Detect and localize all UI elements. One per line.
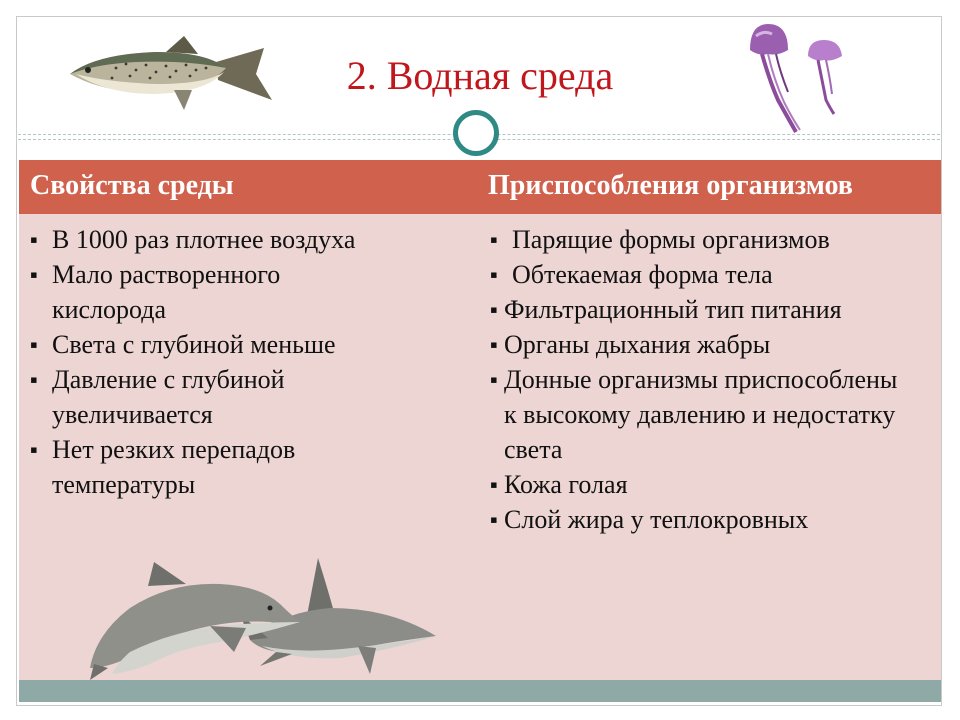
list-item: ▪ Органы дыхания жабры [490, 327, 930, 362]
list-item: ▪ Слой жира у теплокровных [490, 502, 930, 537]
list-item: ▪ Давление с глубиной увеличивается [30, 362, 352, 432]
list-item: ▪ Фильтрационный тип питания [490, 292, 930, 327]
left-column-header: Свойства среды [30, 170, 234, 201]
decorative-ring-icon [453, 110, 499, 156]
list-item: ▪ Обтекаемая форма тела [490, 257, 930, 292]
bottom-bar [19, 680, 941, 702]
list-item: ▪ Парящие формы организмов [490, 222, 930, 257]
list-item: ▪ Света с глубиной меньше [30, 327, 450, 362]
table-header-row [19, 160, 941, 214]
list-item: ▪ В 1000 раз плотнее воздуха [30, 222, 450, 257]
list-item: ▪ Мало растворенного кислорода [30, 257, 352, 327]
dolphin-shark-image [90, 556, 440, 680]
slide-title: 2. Водная среда [346, 53, 614, 98]
list-item: ▪ Кожа голая [490, 467, 930, 502]
list-item: ▪ Донные организмы приспособлены к высокому давлению и недостатку света [490, 362, 904, 467]
right-column-header: Приспособления организмов [488, 170, 853, 201]
environment-properties-list [30, 222, 450, 502]
list-item: ▪ Нет резких перепадов температуры [30, 432, 362, 502]
organism-adaptations-list [490, 222, 930, 537]
